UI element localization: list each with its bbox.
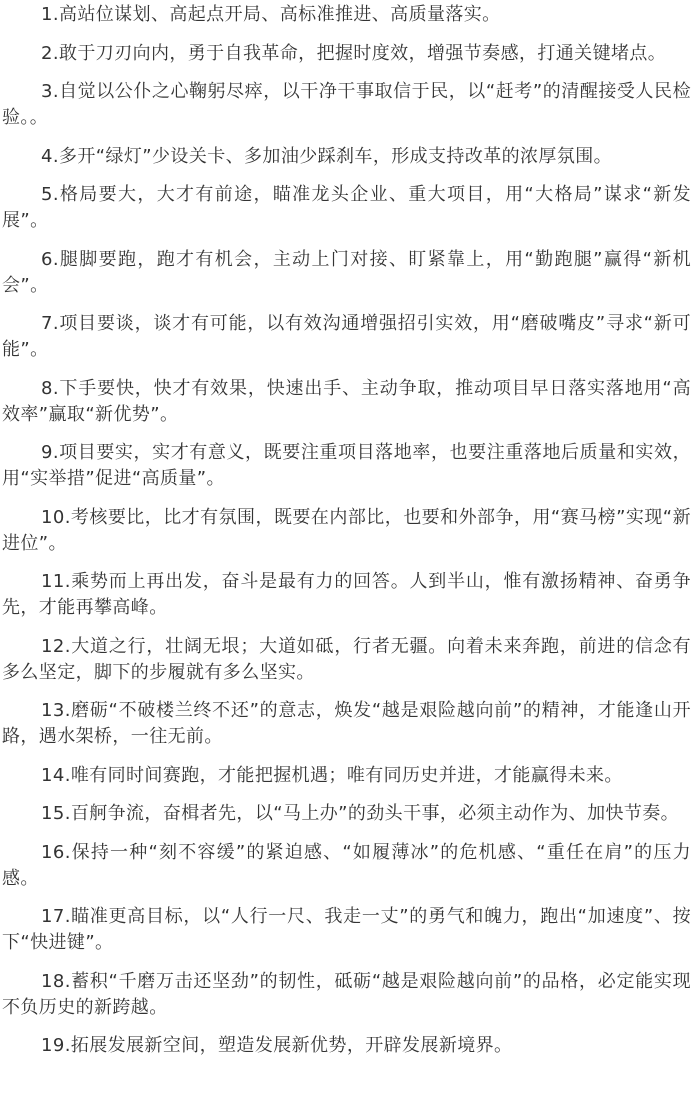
paragraph-2: 2.敢于刀刃向内，勇于自我革命，把握时度效，增强节奏感，打通关键堵点。	[41, 42, 667, 64]
paragraph-8: 8.下手要快，快才有效果，快速出手、主动争取，推动项目早日落实落地用“高效率”赢取“新优势”。	[2, 377, 691, 425]
paragraph-11: 11.乘势而上再出发，奋斗是最有力的回答。人到半山，惟有激扬精神、奋勇争先，才能再攀高峰。	[2, 571, 691, 618]
paragraph-15: 15.百舸争流，奋楫者先，以“马上办”的劲头干事，必须主动作为、加快节奏。	[41, 803, 680, 824]
paragraph-19: 19.拓展发展新空间，塑造发展新优势，开辟发展新境界。	[41, 1035, 513, 1056]
paragraph-10: 10.考核要比，比才有氛围，既要在内部比，也要和外部争，用“赛马榜”实现“新进位”。	[2, 506, 691, 554]
paragraph-14: 14.唯有同时间赛跑，才能把握机遇；唯有同历史并进，才能赢得未来。	[41, 764, 623, 786]
paragraph-7: 7.项目要谈，谈才有可能，以有效沟通增强招引实效，用“磨破嘴皮”寻求“新可能”。	[2, 313, 691, 360]
paragraph-16: 16.保持一种“刻不容缓”的紧迫感、“如履薄冰”的危机感、“重任在肩”的压力感。	[2, 841, 691, 889]
paragraph-3: 3.自觉以公仆之心鞠躬尽瘁，以干净干事取信于民，以“赶考”的清醒接受人民检验。。	[2, 81, 691, 128]
paragraph-5: 5.格局要大，大才有前途，瞄准龙头企业、重大项目，用“大格局”谋求“新发展”。	[2, 184, 691, 231]
paragraph-17: 17.瞄准更高目标，以“人行一尺、我走一丈”的勇气和魄力，跑出“加速度”、按下“快进键”。	[2, 906, 691, 953]
paragraph-9: 9.项目要实，实才有意义，既要注重项目落地率，也要注重落地后质量和实效，用“实举措”促进“高质量”。	[2, 442, 691, 489]
paragraph-1: 1.高站位谋划、高起点开局、高标准推进、高质量落实。	[41, 4, 501, 25]
paragraph-18: 18.蓄积“千磨万击还坚劲”的韧性，砥砺“越是艰险越向前”的品格，必定能实现不负历史的新跨越。	[2, 970, 691, 1018]
paragraph-12: 12.大道之行，壮阔无垠；大道如砥，行者无疆。向着未来奔跑，前进的信念有多么坚定，脚下的步履就有多么坚实。	[2, 635, 691, 683]
paragraph-4: 4.多开“绿灯”少设关卡、多加油少踩刹车，形成支持改革的浓厚氛围。	[41, 145, 613, 167]
paragraph-13: 13.磨砺“不破楼兰终不还”的意志，焕发“越是艰险越向前”的精神，才能逢山开路，遇水架桥，一往无前。	[2, 700, 691, 747]
paragraph-6: 6.腿脚要跑，跑才有机会，主动上门对接、盯紧靠上，用“勤跑腿”赢得“新机会”。	[2, 248, 691, 296]
